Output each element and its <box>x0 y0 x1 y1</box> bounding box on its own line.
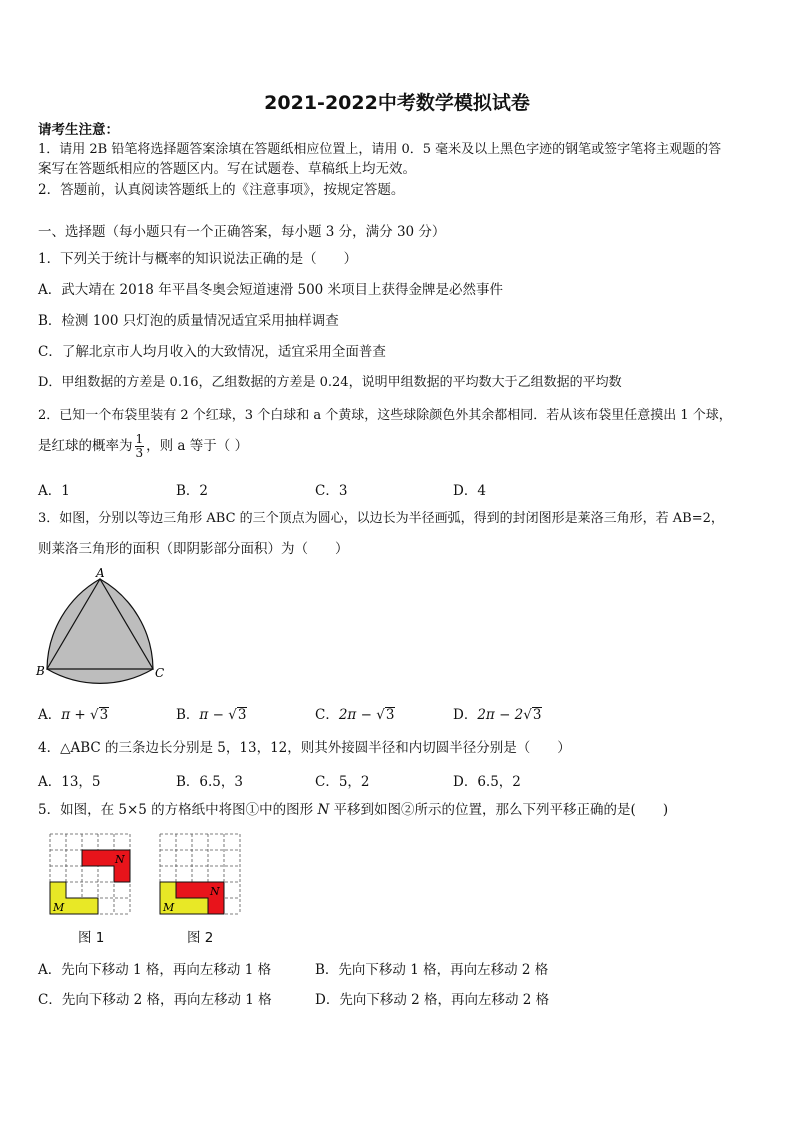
q3-d-math: 2π − 2 <box>477 707 524 723</box>
q3-a-math: π + <box>61 707 91 723</box>
q5-stem-pre: 5．如图，在 5×5 的方格纸中将图①中的图形 <box>38 802 318 818</box>
label-n-fig1: N <box>115 853 125 866</box>
q3-stem-line2: 则莱洛三角形的面积（即阴影部分面积）为（ ） <box>38 541 349 557</box>
q2-stem-line2 <box>38 433 248 460</box>
notice-line-2: 2．答题前，认真阅读答题纸上的《注意事项》，按规定答题。 <box>38 182 405 198</box>
q3-c-sqrt-icon: √ <box>376 707 385 723</box>
figure-2-caption: 图 2 <box>187 930 214 946</box>
q1-option-a[interactable]: A．武大靖在 2018 年平昌冬奥会短道速滑 500 米项目上获得金牌是必然事件 <box>38 282 504 298</box>
q4-option-c[interactable]: C．5，2 <box>315 774 370 790</box>
q3-a-radicand: 3 <box>99 707 109 723</box>
q3-a-prefix: A． <box>38 707 62 723</box>
q5-option-c[interactable]: C．先向下移动 2 格，再向左移动 1 格 <box>38 992 272 1008</box>
figure-1-caption: 图 1 <box>78 930 105 946</box>
vertex-label-a: A <box>96 566 105 580</box>
q2-option-b[interactable]: B．2 <box>176 483 209 499</box>
q5-stem <box>38 801 668 819</box>
q3-b-prefix: B． <box>176 707 200 723</box>
q3-option-b[interactable] <box>176 703 247 723</box>
q3-d-radicand: 3 <box>532 707 542 723</box>
section-heading: 一、选择题（每小题只有一个正确答案，每小题 3 分，满分 30 分） <box>38 224 446 240</box>
q3-b-sqrt-icon: √ <box>228 707 237 723</box>
q2-fraction <box>135 433 145 460</box>
q3-option-a[interactable] <box>38 703 109 723</box>
q3-option-c[interactable] <box>315 703 395 723</box>
q1-option-b[interactable]: B．检测 100 只灯泡的质量情况适宜采用抽样调查 <box>38 313 339 329</box>
q3-d-prefix: D． <box>453 707 478 723</box>
vertex-label-c: C <box>155 666 165 680</box>
q2-stem-post: ，则 a 等于（ ） <box>146 438 249 454</box>
label-m-fig1: M <box>53 901 65 914</box>
q5-option-a[interactable]: A．先向下移动 1 格，再向左移动 1 格 <box>38 962 272 978</box>
q2-stem-pre: 是红球的概率为 <box>38 438 133 454</box>
q3-b-radicand: 3 <box>237 707 247 723</box>
label-n-fig2: N <box>210 885 220 898</box>
q2-frac-den: 3 <box>135 446 144 460</box>
q1-option-c[interactable]: C．了解北京市人均月收入的大致情况，适宜采用全面普查 <box>38 344 386 360</box>
q3-a-sqrt-icon: √ <box>90 707 99 723</box>
q3-stem-line1: 3．如图，分别以等边三角形 ABC 的三个顶点为圆心，以边长为半径画弧，得到的封闭图形是莱洛三角形，若 AB=2， <box>38 511 724 526</box>
q2-stem-line1: 2．已知一个布袋里装有 2 个红球，3 个白球和 a 个黄球，这些球除颜色外其余都相同．若从该布袋里任意摸出 1 个球， <box>38 408 732 423</box>
label-m-fig2: M <box>163 901 175 914</box>
q3-b-math: π − <box>199 707 229 723</box>
grid-figure-2 <box>158 830 242 922</box>
reuleaux-shape <box>47 579 153 683</box>
q5-stem-post: 平移到如图②所示的位置，那么下列平移正确的是( ) <box>329 802 669 818</box>
q1-stem: 1．下列关于统计与概率的知识说法正确的是（ ） <box>38 251 358 267</box>
q4-option-b[interactable]: B．6.5，3 <box>176 774 243 790</box>
q2-option-a[interactable]: A．1 <box>38 483 70 499</box>
q4-stem: 4．△ABC 的三条边长分别是 5，13，12，则其外接圆半径和内切圆半径分别是（ ） <box>38 740 571 756</box>
q1-option-d[interactable]: D．甲组数据的方差是 0.16，乙组数据的方差是 0.24，说明甲组数据的平均数大于乙组数据的平均数 <box>38 375 622 390</box>
q5-option-b[interactable]: B．先向下移动 1 格，再向左移动 2 格 <box>315 962 549 978</box>
vertex-label-b: B <box>36 664 45 678</box>
q2-option-d[interactable]: D．4 <box>453 483 486 499</box>
q5-option-d[interactable]: D．先向下移动 2 格，再向左移动 2 格 <box>315 992 550 1008</box>
q4-option-d[interactable]: D．6.5，2 <box>453 774 521 790</box>
q3-d-sqrt-icon: √ <box>523 707 532 723</box>
q3-c-math: 2π − <box>338 707 377 723</box>
q4-option-a[interactable]: A．13，5 <box>38 774 101 790</box>
notice-heading: 请考生注意： <box>38 122 119 138</box>
notice-line-1a: 1．请用 2B 铅笔将选择题答案涂填在答题纸相应位置上，请用 0．5 毫米及以上黑色字迹的钢笔或签字笔将主观题的答 <box>38 142 722 157</box>
q3-option-d[interactable] <box>453 703 542 723</box>
q2-option-c[interactable]: C．3 <box>315 483 348 499</box>
page-title: 2021-2022中考数学模拟试卷 <box>264 92 530 114</box>
q5-stem-var: N <box>317 802 330 818</box>
reuleaux-triangle-figure <box>32 562 172 684</box>
q2-frac-num: 1 <box>135 432 144 446</box>
notice-line-1b: 案写在答题纸相应的答题区内。写在试题卷、草稿纸上均无效。 <box>38 161 416 177</box>
grid-figure-1 <box>48 830 132 922</box>
q3-c-radicand: 3 <box>385 707 395 723</box>
q3-c-prefix: C． <box>315 707 339 723</box>
